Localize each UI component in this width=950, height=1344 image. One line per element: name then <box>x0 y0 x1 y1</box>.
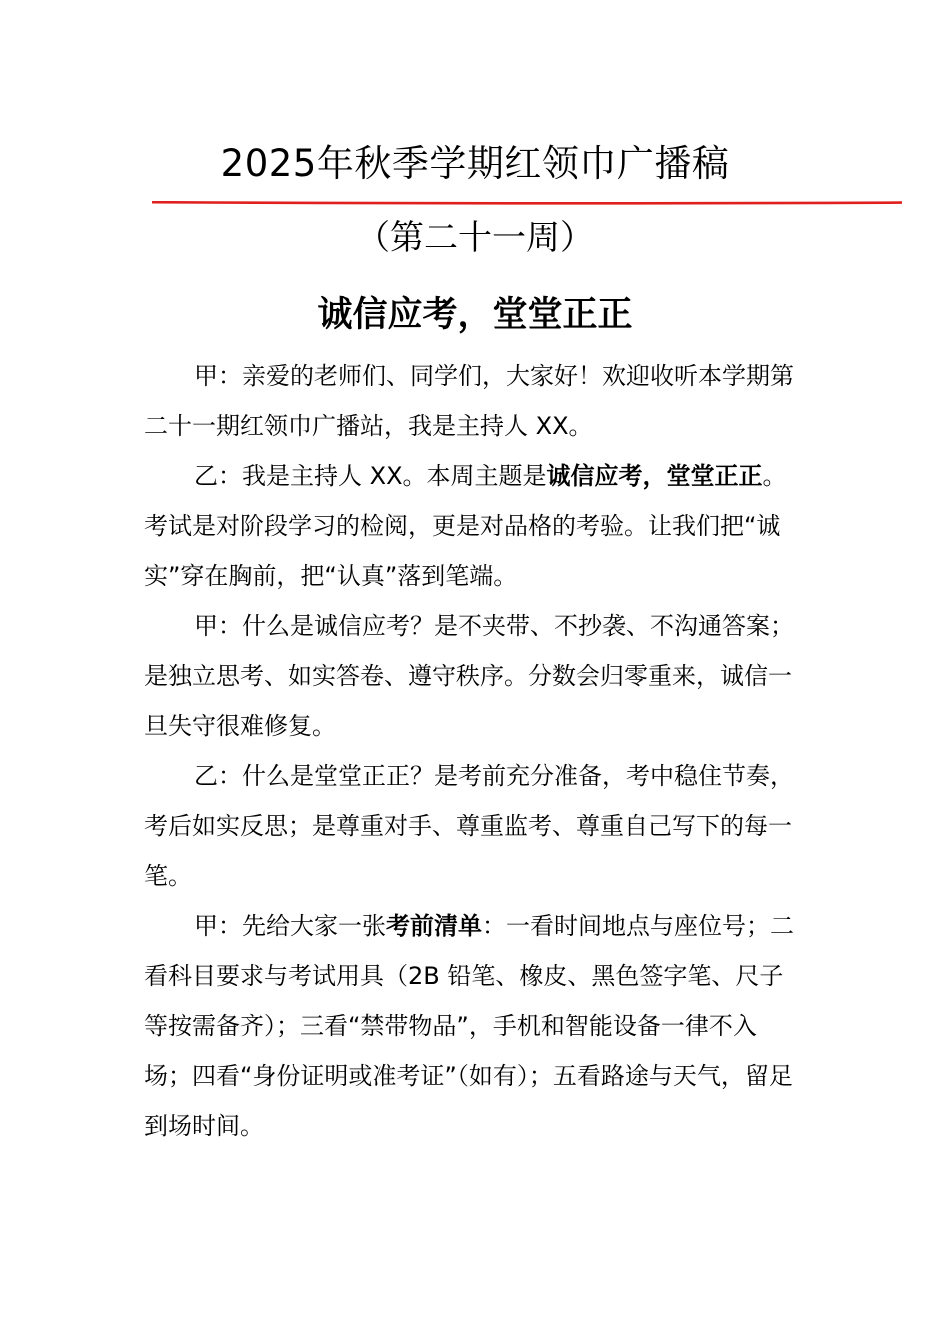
script-paragraph <box>144 601 804 751</box>
script-body <box>144 351 804 1151</box>
paragraph-text: 。考试是对阶段学习的检阅，更是对品格的考验。让我们把“诚实”穿在胸前，把“认真”落到笔端。 <box>144 462 787 590</box>
script-paragraph <box>144 901 804 1151</box>
paragraph-text: 乙：我是主持人 XX。本周主题是 <box>194 462 547 490</box>
paragraph-text: 甲：先给大家一张 <box>194 912 386 940</box>
title-red-rule <box>152 201 902 205</box>
theme-heading: 诚信应考，堂堂正正 <box>317 295 633 335</box>
paragraph-text: 乙：什么是堂堂正正？是考前充分准备，考中稳住节奏，考后如实反思；是尊重对手、尊重监考、尊重自己写下的每一笔。 <box>144 762 794 890</box>
document-subtitle: （第二十一周） <box>356 218 594 258</box>
script-paragraph <box>144 751 804 901</box>
paragraph-text: 甲：亲爱的老师们、同学们，大家好！欢迎收听本学期第二十一期红领巾广播站，我是主持人 XX。 <box>144 362 794 440</box>
bold-phrase: 诚信应考，堂堂正正 <box>546 462 763 490</box>
script-paragraph <box>144 351 804 451</box>
paragraph-text: 甲：什么是诚信应考？是不夹带、不抄袭、不沟通答案；是独立思考、如实答卷、遵守秩序。分数会归零重来，诚信一旦失守很难修复。 <box>144 612 794 740</box>
paragraph-text: ：一看时间地点与座位号；二看科目要求与考试用具（2B 铅笔、橡皮、黑色签字笔、尺子等按需备齐）；三看“禁带物品”，手机和智能设备一律不入场；四看“身份证明或准考证”（如有）；五看路途与天气，留足到场时间。 <box>144 912 794 1140</box>
script-paragraph <box>144 451 804 601</box>
document-title: 2025年秋季学期红领巾广播稿 <box>220 142 730 185</box>
bold-phrase: 考前清单 <box>386 912 482 940</box>
